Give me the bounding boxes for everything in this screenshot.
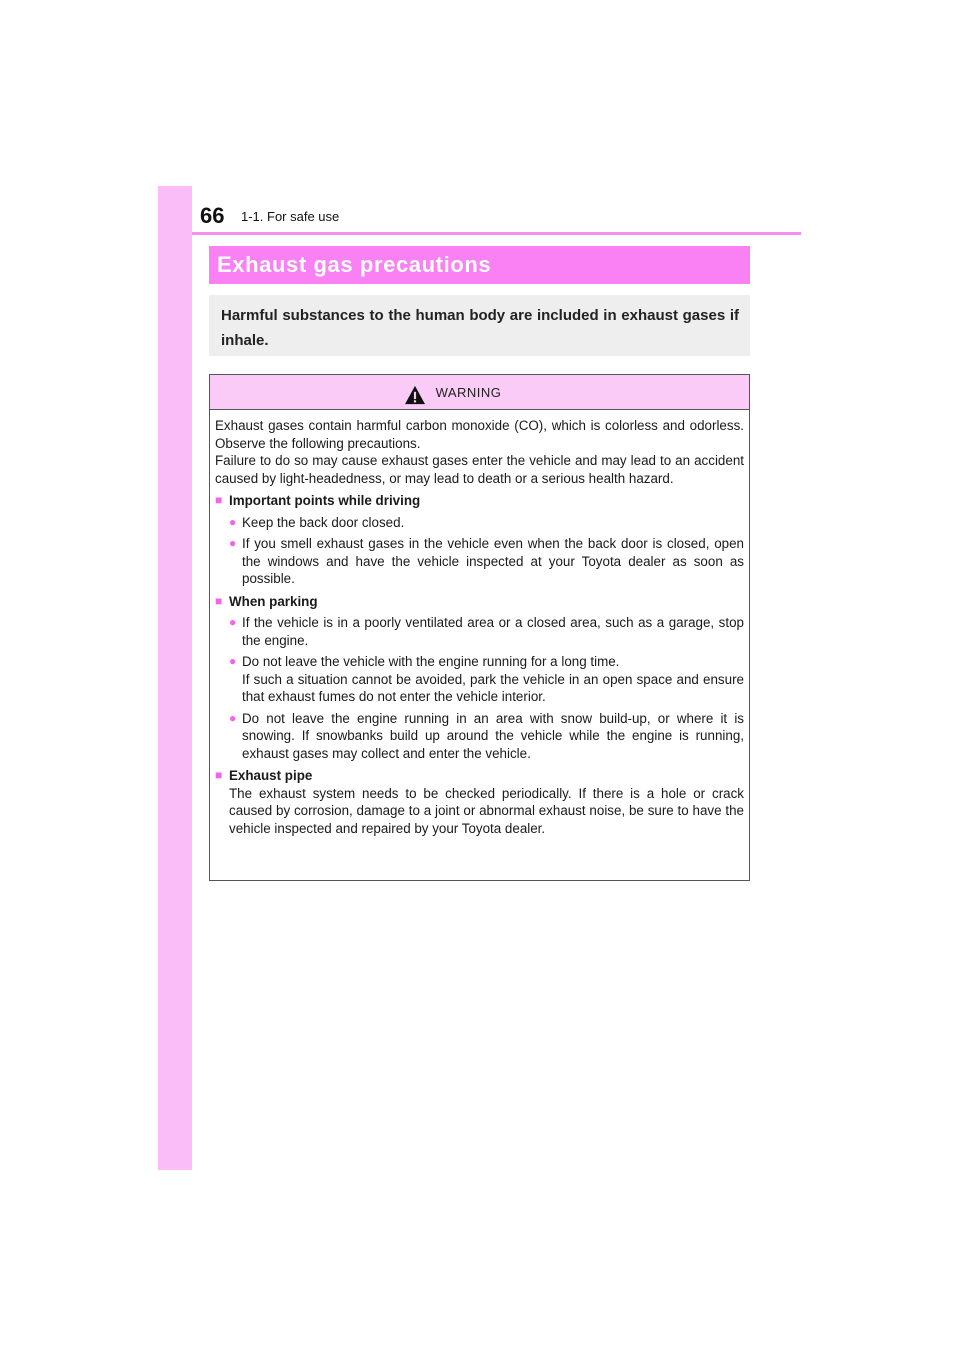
warning-label: WARNING <box>435 384 502 400</box>
list-item-text: Do not leave the engine running in an area with snow build-up, or where it is snowing. If snowbanks build up around the vehicle while the engine is running, exhaust gases may collect and enter the vehicle. <box>242 710 744 761</box>
warning-paragraph: Failure to do so may cause exhaust gases enter the vehicle and may lead to an accident caused by light-headedness, or may lead to death or a serious health hazard. <box>215 453 744 486</box>
intro-box <box>209 295 750 356</box>
list-item <box>215 653 744 706</box>
circle-bullet-icon: ● <box>229 654 237 668</box>
section-text: The exhaust system needs to be checked periodically. If there is a hole or crack caused by corrosion, damage to a joint or abnormal exhaust noise, be sure to have the vehicle inspected and repaired by your Toyota dealer. <box>229 785 744 836</box>
warning-body <box>215 417 744 837</box>
subheading-text: When parking <box>229 593 318 609</box>
list-item <box>215 514 744 532</box>
circle-bullet-icon: ● <box>229 710 237 725</box>
section-label: 1-1. For safe use <box>241 209 340 224</box>
page-number: 66 <box>200 203 225 228</box>
list-item-text: If you smell exhaust gases in the vehicle even when the back door is closed, open the windows and have the vehicle inspected at your Toyota dealer as soon as possible. <box>242 536 744 586</box>
subheading <box>215 593 744 611</box>
circle-bullet-icon: ● <box>229 615 237 629</box>
circle-bullet-icon: ● <box>229 536 237 550</box>
square-bullet-icon: ■ <box>215 593 223 608</box>
page-title: Exhaust gas precautions <box>217 252 492 277</box>
intro-text: Harmful substances to the human body are included in exhaust gases if inhale. <box>221 307 739 349</box>
list-item-continuation: If such a situation cannot be avoided, park the vehicle in an open space and ensure that exhaust fumes do not enter the vehicle interior. <box>242 671 744 704</box>
list-item <box>215 710 744 763</box>
subheading <box>215 492 744 510</box>
warning-box <box>209 374 750 881</box>
title-bar <box>209 246 750 284</box>
side-color-strip <box>158 186 192 1170</box>
subheading <box>215 767 744 785</box>
circle-bullet-icon: ● <box>229 514 237 529</box>
list-item-text: Keep the back door closed. <box>242 514 405 530</box>
warning-header <box>210 375 749 410</box>
list-item <box>215 614 744 649</box>
warning-paragraph: Exhaust gases contain harmful carbon monoxide (CO), which is colorless and odorless. Observe the following precautions. <box>215 418 744 451</box>
subheading-text: Exhaust pipe <box>229 768 313 783</box>
warning-triangle-icon <box>404 385 426 405</box>
list-item-text-line: Do not leave the vehicle with the engine running for a long time. <box>242 654 620 669</box>
list-item-text: If the vehicle is in a poorly ventilated area or a closed area, such as a garage, stop the engine. <box>242 615 744 648</box>
header-rule <box>192 232 801 235</box>
square-bullet-icon: ■ <box>215 493 223 507</box>
square-bullet-icon: ■ <box>215 768 223 782</box>
subheading-text: Important points while driving <box>229 493 421 508</box>
list-item <box>215 535 744 588</box>
list-item-text <box>242 653 744 706</box>
